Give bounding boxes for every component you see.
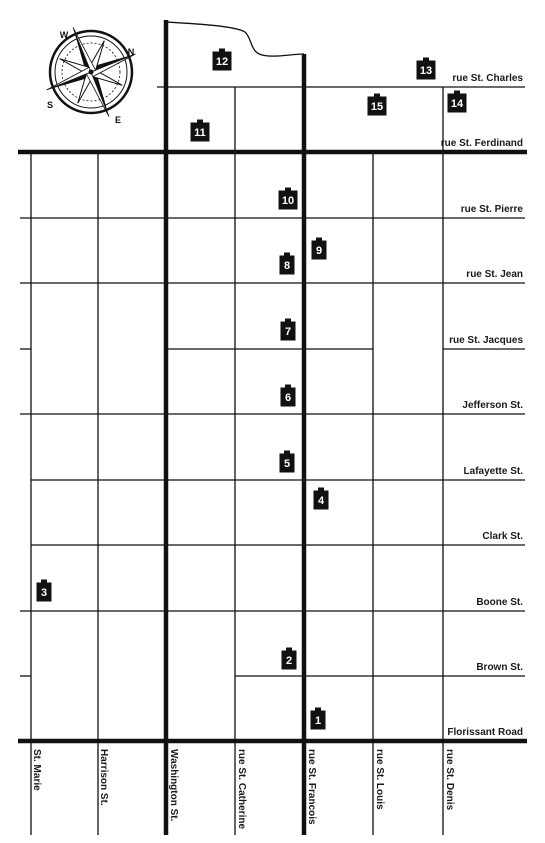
street-label-ew: rue St. Jean bbox=[466, 269, 523, 280]
marker-number: 3 bbox=[40, 587, 48, 599]
location-marker-1 bbox=[311, 708, 326, 730]
compass-letter-west: W bbox=[59, 30, 69, 40]
marker-number: 1 bbox=[314, 715, 322, 727]
location-marker-14 bbox=[448, 91, 467, 113]
street-label-ns: rue St. Francois bbox=[306, 749, 317, 825]
location-marker-12 bbox=[213, 49, 232, 71]
street-label-ns: rue St. Louis bbox=[374, 749, 385, 810]
street-label-ew: Boone St. bbox=[476, 597, 523, 608]
location-marker-2 bbox=[282, 648, 297, 670]
location-marker-10 bbox=[279, 188, 298, 210]
street-label-ns: Harrison St. bbox=[98, 749, 109, 806]
marker-number: 11 bbox=[194, 127, 206, 139]
street-label-ew: rue St. Charles bbox=[452, 73, 523, 84]
marker-number: 7 bbox=[284, 326, 292, 338]
location-marker-3 bbox=[37, 580, 52, 602]
street-label-ns: Washington St. bbox=[168, 749, 179, 822]
marker-number: 8 bbox=[283, 260, 291, 272]
street-label-ew: rue St. Pierre bbox=[460, 204, 523, 215]
marker-number: 6 bbox=[284, 392, 292, 404]
street-label-ew: rue St. Ferdinand bbox=[440, 138, 523, 149]
location-marker-4 bbox=[314, 488, 329, 510]
street-label-ew: Jefferson St. bbox=[462, 400, 523, 411]
location-marker-13 bbox=[417, 58, 436, 80]
marker-number: 2 bbox=[285, 655, 293, 667]
street-label-ew: Lafayette St. bbox=[463, 466, 523, 477]
marker-number: 15 bbox=[370, 101, 384, 113]
street-label-ew: rue St. Jacques bbox=[449, 335, 523, 346]
marker-number: 10 bbox=[281, 195, 295, 207]
location-marker-7 bbox=[281, 319, 296, 341]
location-marker-11 bbox=[191, 120, 210, 142]
compass-letter-north: N bbox=[127, 47, 135, 57]
street-label-ew: Clark St. bbox=[482, 531, 523, 542]
street-label-ns: St. Marie bbox=[31, 749, 42, 791]
marker-number: 12 bbox=[215, 56, 229, 68]
marker-number: 14 bbox=[450, 98, 464, 110]
location-marker-15 bbox=[368, 94, 387, 116]
compass-letter-east: E bbox=[114, 115, 122, 125]
location-marker-9 bbox=[312, 238, 327, 260]
marker-number: 13 bbox=[419, 65, 433, 77]
street-label-ew: Brown St. bbox=[476, 662, 523, 673]
street-label-ns: rue St. Catherine bbox=[236, 749, 247, 830]
compass-letter-south: S bbox=[46, 100, 54, 110]
street-label-ew: Florissant Road bbox=[447, 727, 523, 738]
marker-number: 9 bbox=[315, 245, 323, 257]
street-label-ns: rue St. Denis bbox=[444, 749, 455, 811]
location-marker-6 bbox=[281, 385, 296, 407]
location-marker-5 bbox=[280, 451, 295, 473]
location-marker-8 bbox=[280, 253, 295, 275]
marker-number: 4 bbox=[317, 495, 325, 507]
marker-number: 5 bbox=[283, 458, 291, 470]
